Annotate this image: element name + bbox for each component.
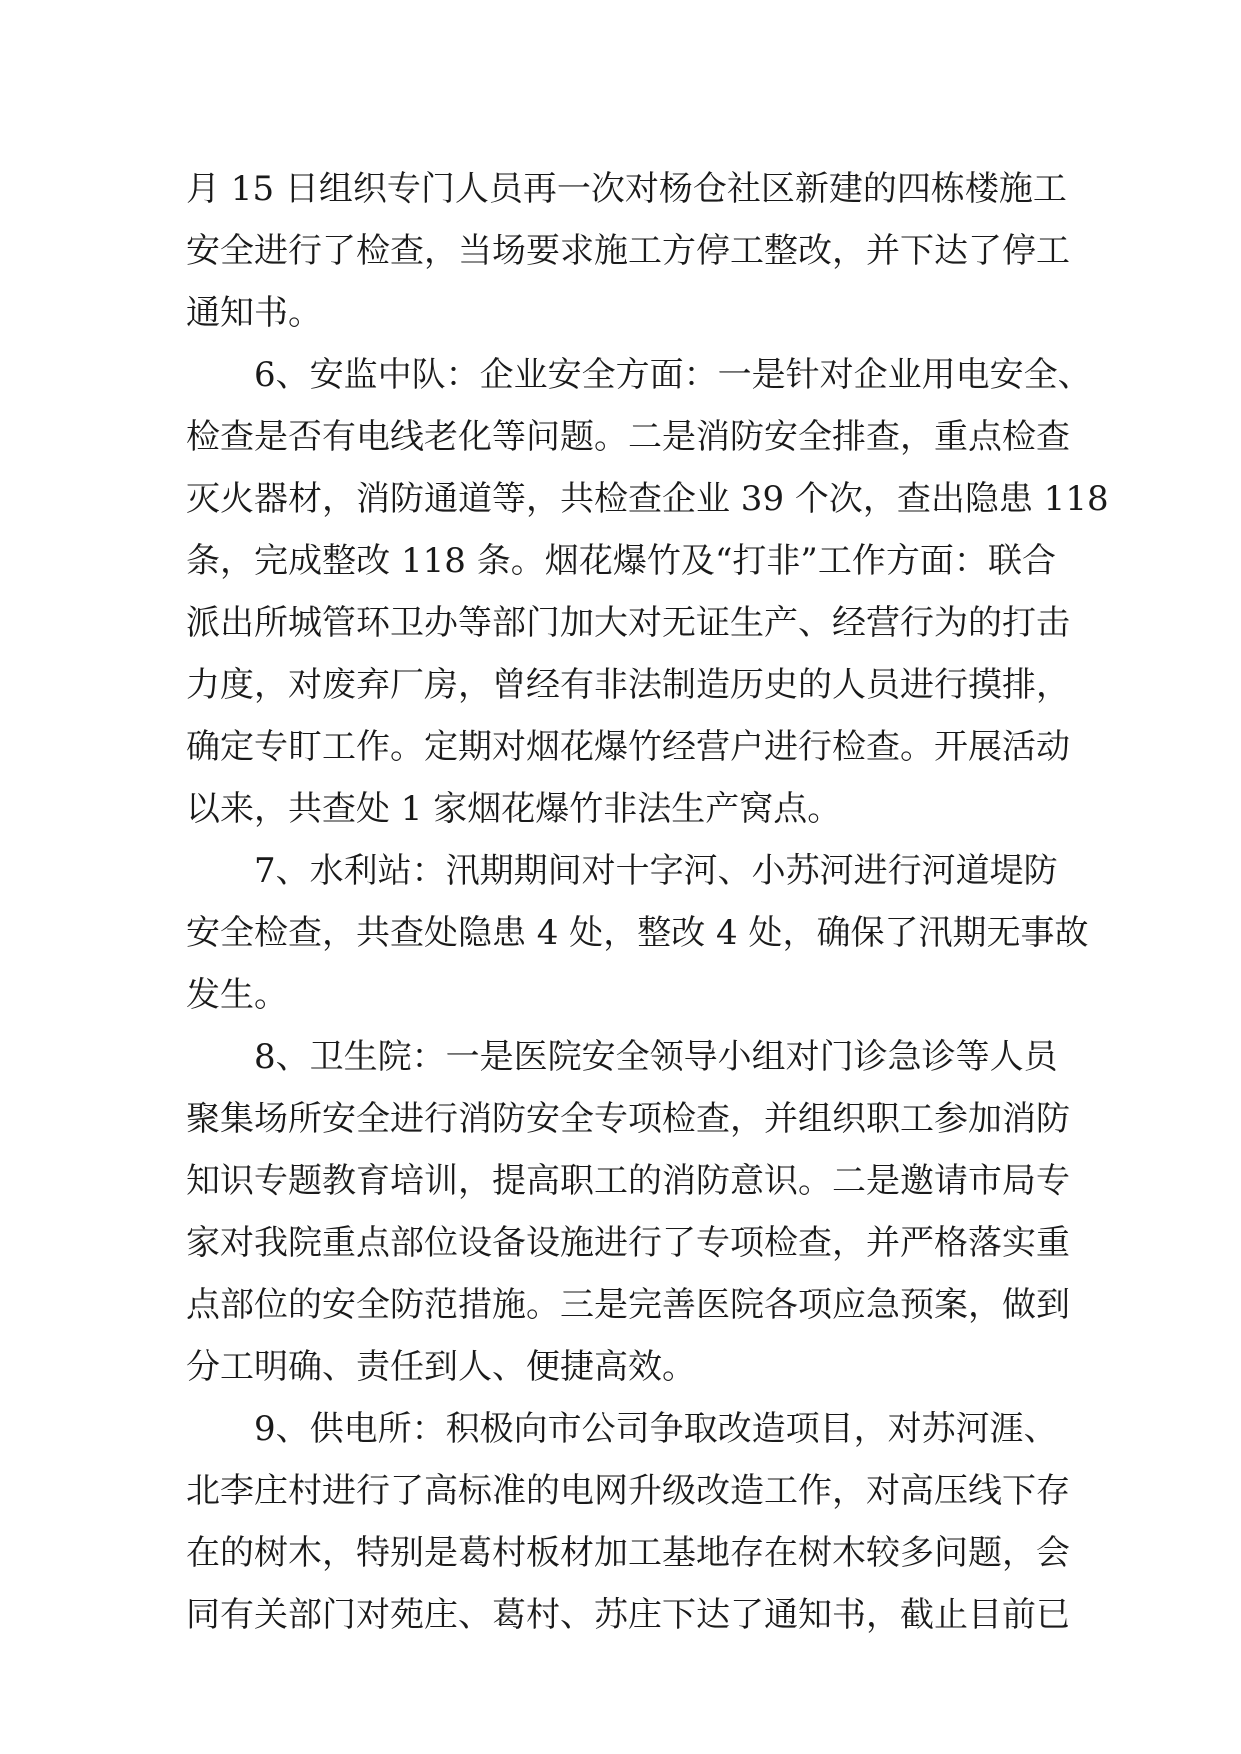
text-line: 北李庄村进行了高标准的电网升级改造工作，对高压线下存 xyxy=(186,1471,1070,1511)
text-line: 8、卫生院：一是医院安全领导小组对门诊急诊等人员 xyxy=(254,1037,1058,1077)
text-line: 灭火器材，消防通道等，共检查企业 39 个次，查出隐患 118 xyxy=(186,479,1109,519)
text-line: 聚集场所安全进行消防安全专项检查，并组织职工参加消防 xyxy=(186,1099,1070,1139)
text-line: 以来，共查处 1 家烟花爆竹非法生产窝点。 xyxy=(186,789,842,829)
text-line: 9、供电所：积极向市公司争取改造项目，对苏河涯、 xyxy=(254,1409,1058,1449)
text-line: 确定专盯工作。定期对烟花爆竹经营户进行检查。开展活动 xyxy=(186,727,1070,767)
text-line: 力度，对废弃厂房，曾经有非法制造历史的人员进行摸排， xyxy=(186,665,1070,705)
text-line: 条，完成整改 118 条。烟花爆竹及“打非”工作方面：联合 xyxy=(186,541,1056,581)
text-line: 检查是否有电线老化等问题。二是消防安全排查，重点检查 xyxy=(186,417,1070,457)
text-line: 安全进行了检查，当场要求施工方停工整改，并下达了停工 xyxy=(186,231,1070,271)
text-line: 6、安监中队：企业安全方面：一是针对企业用电安全、 xyxy=(254,355,1092,395)
text-line: 家对我院重点部位设备设施进行了专项检查，并严格落实重 xyxy=(186,1223,1070,1263)
text-line: 在的树木，特别是葛村板材加工基地存在树木较多问题，会 xyxy=(186,1533,1070,1573)
text-line: 月 15 日组织专门人员再一次对杨仓社区新建的四栋楼施工 xyxy=(186,169,1067,209)
text-line: 发生。 xyxy=(186,975,288,1015)
text-line: 分工明确、责任到人、便捷高效。 xyxy=(186,1347,696,1387)
text-line: 同有关部门对苑庄、葛村、苏庄下达了通知书，截止目前已 xyxy=(186,1595,1070,1635)
text-line: 点部位的安全防范措施。三是完善医院各项应急预案，做到 xyxy=(186,1285,1070,1325)
text-line: 7、水利站：汛期期间对十字河、小苏河进行河道堤防 xyxy=(254,851,1058,891)
text-line: 安全检查，共查处隐患 4 处，整改 4 处，确保了汛期无事故 xyxy=(186,913,1089,953)
text-line: 派出所城管环卫办等部门加大对无证生产、经营行为的打击 xyxy=(186,603,1070,643)
text-line: 通知书。 xyxy=(186,293,322,333)
text-line: 知识专题教育培训，提高职工的消防意识。二是邀请市局专 xyxy=(186,1161,1070,1201)
document-body xyxy=(186,158,1109,1646)
